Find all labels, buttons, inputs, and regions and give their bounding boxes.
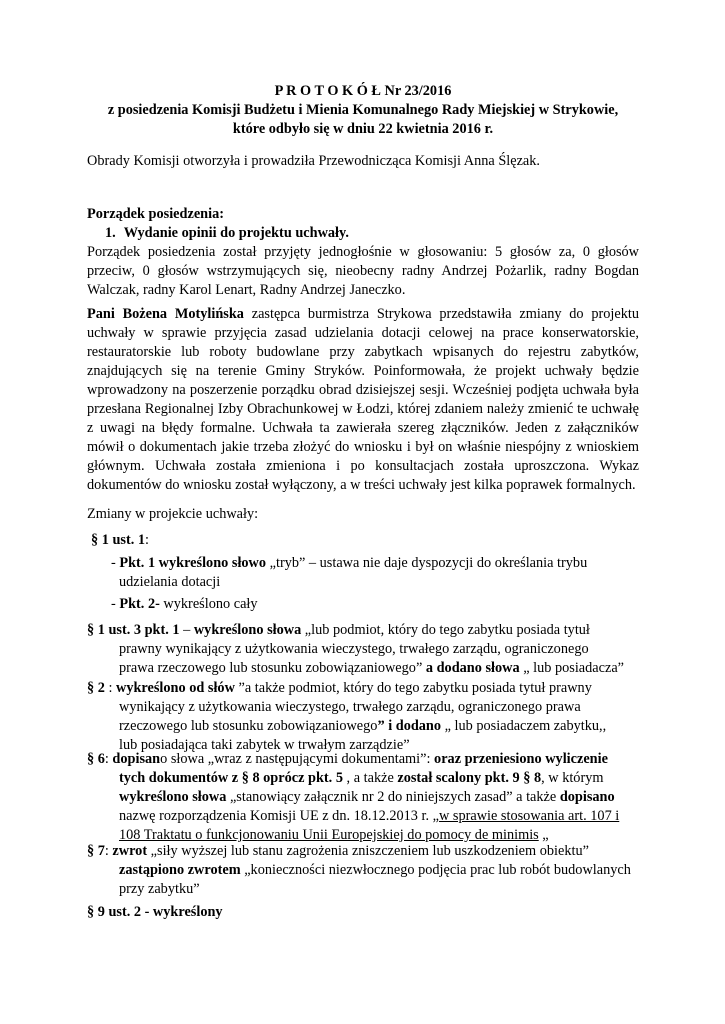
s1u3-bold: wykreślono słowa xyxy=(193,622,302,638)
s1u3-dash: – xyxy=(179,622,194,638)
s1-p1-text2: udzielania dotacji xyxy=(119,574,221,590)
protocol-subtitle: z posiedzenia Komisji Budżetu i Mienia Komunalnego Rady Miejskiej w Strykowie, xyxy=(107,102,619,118)
regulation-name-cont: 108 Traktatu o funkcjonowaniu Unii Europejskiej do pomocy de minimis xyxy=(119,827,539,843)
s6-line2-t: , a także xyxy=(342,770,398,786)
s1u3-line2: prawny wynikający z użytkowania wieczystego, trwałego zarządu, ograniczonego xyxy=(119,641,589,657)
agenda-section xyxy=(87,205,639,300)
s6-line2-bold2: został scalony pkt. 9 § 8 xyxy=(397,770,542,786)
section-9 xyxy=(87,903,639,922)
s6-sep: : xyxy=(104,751,113,767)
s1-colon: : xyxy=(145,532,150,548)
s2-line3a: rzeczowego lub stosunku zobowiązaniowego xyxy=(119,718,378,734)
s1-point-2 xyxy=(111,595,663,614)
s1-label: § 1 ust. 1 xyxy=(91,532,146,548)
s2-bold: wykreślono od słów xyxy=(116,680,235,696)
document-header xyxy=(87,82,639,139)
s7-text: „siły wyższej lub stanu zagrożenia zniszczeniem lub uszkodzeniem obiektu” xyxy=(147,843,589,859)
s1-p1-dash: - xyxy=(111,555,120,571)
intro-paragraph: Obrady Komisji otworzyła i prowadziła Przewodnicząca Komisji Anna Ślęzak. xyxy=(87,153,541,169)
s6-t1: o słowa „wraz z następującymi dokumentami”: xyxy=(160,751,435,767)
section-1-ust-3 xyxy=(87,621,639,678)
s1u3-line3b: a dodano słowa xyxy=(422,660,520,676)
section-6 xyxy=(87,750,639,845)
section-7 xyxy=(87,842,639,899)
s7-sep: : xyxy=(104,843,113,859)
s2-line4: lub posiadająca taki zabytek w trwałym zarządzie” xyxy=(119,737,410,753)
s1-p2-dash: - xyxy=(111,596,120,612)
s1u3-line3c: „ lub posiadacza” xyxy=(519,660,625,676)
s1-p2-text: wykreślono cały xyxy=(159,596,258,612)
s1u3-text: „lub podmiot, który do tego zabytku posiada tytuł xyxy=(301,622,590,638)
s1-p2-bold: Pkt. 2- xyxy=(119,596,160,612)
main-paragraph xyxy=(87,305,639,495)
s7-line3: przy zabytku” xyxy=(119,881,200,897)
speaker-name: Pani Bożena Motylińska xyxy=(87,306,244,322)
s1-point-1 xyxy=(111,554,639,592)
agenda-item-number: 1. xyxy=(105,225,116,241)
s1u3-label: § 1 ust. 3 pkt. 1 xyxy=(87,622,180,638)
s2-sep: : xyxy=(104,680,116,696)
s1u3-line3a: prawa rzeczowego lub stosunku zobowiązaniowego” xyxy=(119,660,423,676)
s1-p1-bold: Pkt. 1 wykreślono słowo xyxy=(119,555,267,571)
s2-line2: wynikający z użytkowania wieczystego, trwałego zarządu, ograniczonego prawa xyxy=(119,699,581,715)
s7-line2-t: „konieczności niezwłocznego podjęcia prac lub robót budowlanych xyxy=(240,862,631,878)
s6-label: § 6 xyxy=(87,751,105,767)
s7-line2-bold: zastąpiono zwrotem xyxy=(119,862,241,878)
s2-label: § 2 xyxy=(87,680,105,696)
s1-p1-text: „tryb” – ustawa nie daje dyspozycji do określania trybu xyxy=(266,555,588,571)
section-2 xyxy=(87,679,639,755)
s6-line4-t: nazwę rozporządzenia Komisji UE z dn. 18.12.2013 r. xyxy=(119,808,433,824)
vote-paragraph: Porządek posiedzenia został przyjęty jednogłośnie w głosowaniu: 5 głosów za, 0 głosów przeciw, 0 głosów wstrzymujących się, nieobecny radny Andrzej Pożarlik, radny Bogdan Walczak, radny Karol Lenart, Radny Andrzej Janeczko. xyxy=(87,244,639,298)
s6-line2-bold: tych dokumentów z § 8 oprócz pkt. 5 xyxy=(119,770,343,786)
changes-heading: Zmiany w projekcie uchwały: xyxy=(87,506,259,522)
agenda-heading: Porządek posiedzenia: xyxy=(87,206,225,222)
agenda-item-text: Wydanie opinii do projektu uchwały. xyxy=(123,225,349,241)
s7-label: § 7 xyxy=(87,843,105,859)
regulation-name-link: „w sprawie stosowania art. 107 i xyxy=(432,808,620,824)
s6-line3-t: „stanowiący załącznik nr 2 do niniejszych zasad” a także xyxy=(226,789,560,805)
s6-line2-t2: , w którym xyxy=(541,770,604,786)
s6-line5-t: „ xyxy=(538,827,549,843)
s6-line3-bold2: dopisano xyxy=(559,789,615,805)
protocol-title: P R O T O K Ó Ł Nr 23/2016 xyxy=(274,83,452,99)
section-1-ust-1 xyxy=(91,531,643,550)
s2-line3b: ” i dodano xyxy=(377,718,442,734)
main-paragraph-text: zastępca burmistrza Strykowa przedstawiła zmiany do projektu uchwały w sprawie przyjęcia zasad udzielania dotacji celowej na prace konserwatorskie, restauratorskie lub roboty budowlane przy zabytkach wpisanych do rejestru zabytków, znajdujących się na terenie Gminy Stryków. Poinformowała, że projekt uchwały będzie wprowadzony na poszerzenie porządku obrad dzisiejszej sesji. Wcześniej podjęta uchwała była przesłana Regionalnej Izby Obrachunkowej w Łodzi, której zdaniem należy zmienić te uchwałę z uwagi na błędy formalne. Uchwała ta zawierała szereg złączników. Jeden z załączników mówił o dokumentach jakie trzeba złożyć do wniosku i był on właśnie niespójny z wnioskiem głównym. Uchwała została zmieniona i po konsultacjach została uproszczona. Wykaz dokumentów do wniosku został wyłączony, a w treści uchwały jest kilka poprawek formalnych. xyxy=(87,306,640,493)
s6-line3-bold: wykreślono słowa xyxy=(119,789,227,805)
s2-text: ”a także podmiot, który do tego zabytku posiada tytuł prawny xyxy=(234,680,592,696)
protocol-date: które odbyło się w dniu 22 kwietnia 2016 r. xyxy=(232,121,494,137)
s9-text: § 9 ust. 2 - wykreślony xyxy=(87,904,223,920)
s6-bold2: oraz przeniesiono wyliczenie xyxy=(434,751,608,767)
s2-line3c: „ lub posiadaczem zabytku,, xyxy=(441,718,607,734)
s6-bold1: dopisan xyxy=(112,751,161,767)
s7-bold: zwrot xyxy=(112,843,148,859)
